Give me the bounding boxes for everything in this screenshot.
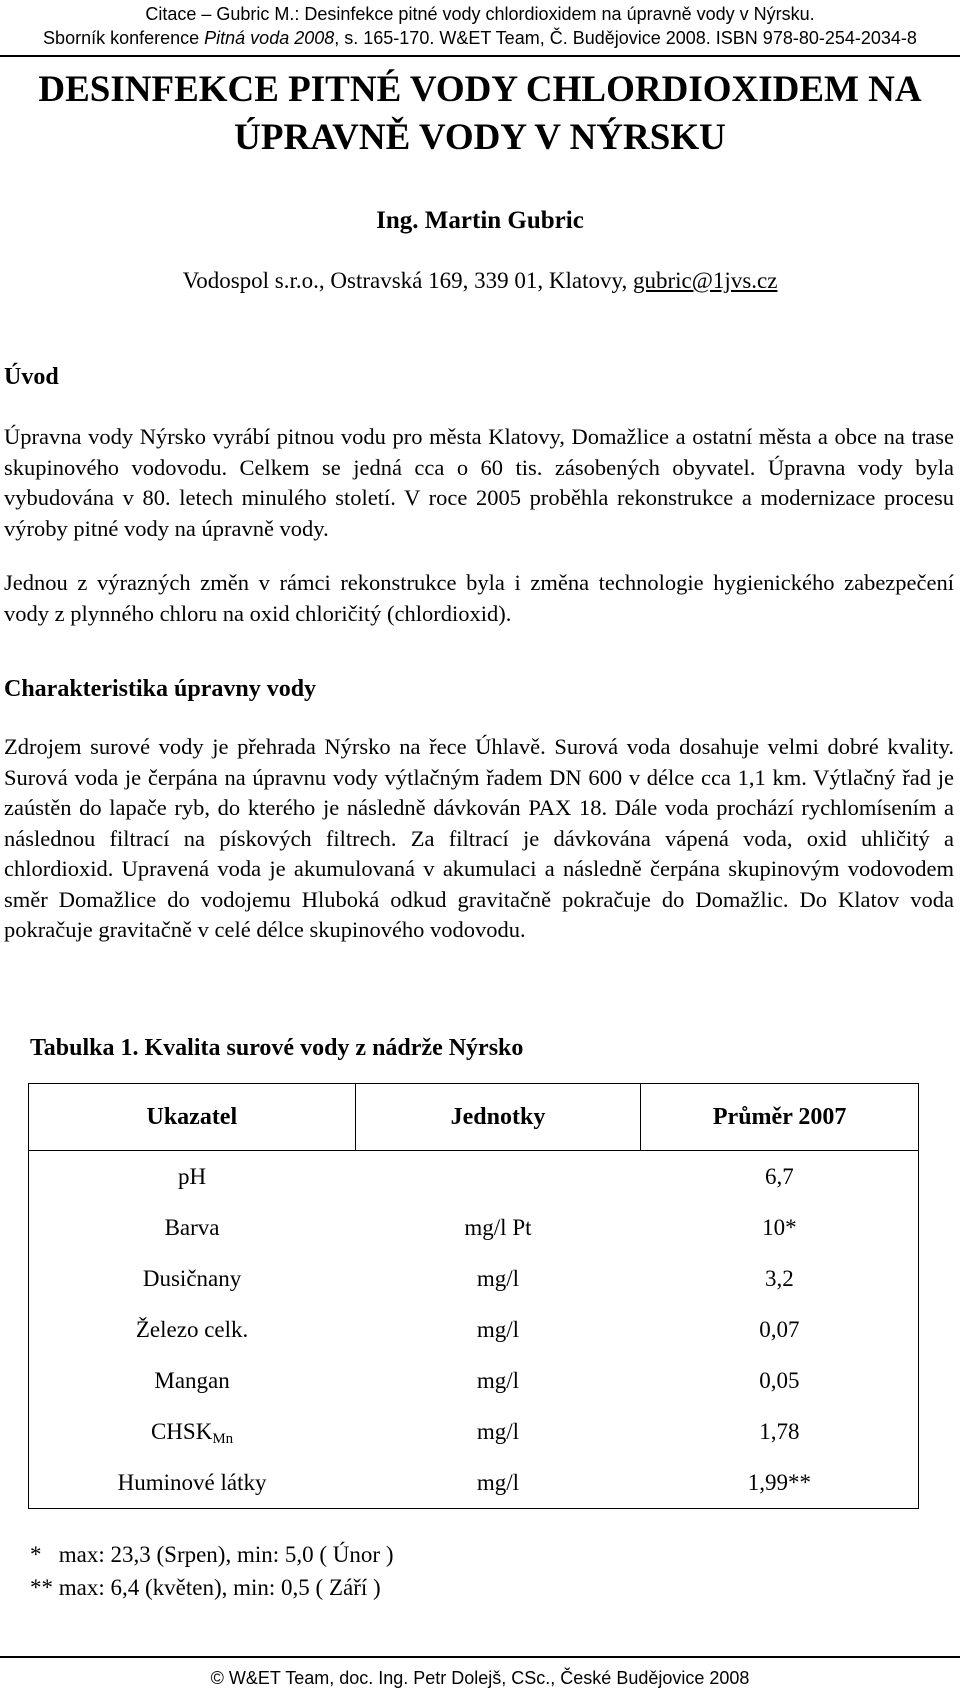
table-row [29,1406,919,1457]
table-header-row [29,1084,919,1151]
cell-unit: mg/l [476,1418,520,1444]
cell-value: 0,05 [641,1355,919,1406]
cell-parameter [29,1406,356,1457]
intro-paragraph-2: Jednou z výrazných změn v rámci rekonstrukce byla i změna technologie hygienického zabezpečení vody z plynného chloru na oxid chloričitý (chlordioxid). [4,570,954,626]
footer-divider [0,1656,960,1658]
parameter-name: Železo celk. [135,1316,249,1342]
author-name: Ing. Martin Gubric [376,207,584,234]
paper-title [0,66,960,162]
intro-paragraph-1: Úpravna vody Nýrsko vyrábí pitnou vodu pro města Klatovy, Domažlice a ostatní města a obce na trase skupinového vodovodu. Celkem se jedná cca o 60 tis. zásobených obyvatel. Úpravna vody byla vybudována v 80. letech minulého století. V roce 2005 proběhla rekonstrukce a modernizace procesu výroby pitné vody na úpravně vody. [4,424,954,541]
parameter-name: Dusičnany [142,1265,242,1291]
citation-suffix: , s. 165-170. W&ET Team, Č. Budějovice 2008. ISBN 978-80-254-2034-8 [334,28,917,48]
citation-line-2 [0,26,960,50]
characteristics-paragraph: Zdrojem surové vody je přehrada Nýrsko na řece Úhlavě. Surová voda dosahuje velmi dobré kvality. Surová voda je čerpána na úpravnu vody výtlačným řadem DN 600 v délce cca 1,1 km. Výtlačný řad je zaústěn do lapače ryb, do kterého je následně dávkován PAX 18. Dále voda prochází rychlomísením a následnou filtrací na pískových filtrech. Za filtrací je dávkována vápená voda, oxid uhličitý a chlordioxid. Upravená voda je akumulovaná v akumulaci a následně čerpána skupinovým vodovodem směr Domažlice do vodojemu Hluboká odkud gravitačně pokračuje do Domažlic. Do Klatov voda pokračuje gravitačně v celé délce skupinového vodovodu. [4,734,954,942]
header-average-2007: Průměr 2007 [641,1084,919,1151]
cell-parameter [29,1355,356,1406]
parameter-name: pH [178,1163,207,1189]
parameter-name: Mangan [154,1367,230,1393]
cell-parameter [29,1253,356,1304]
cell-value: 1,99** [641,1457,919,1509]
affiliation-text: Vodospol s.r.o., Ostravská 169, 339 01, Klatovy, [182,268,633,293]
table-row [29,1151,919,1203]
cell-unit: mg/l [355,1457,641,1509]
table-caption: Tabulka 1. Kvalita surové vody z nádrže Nýrsko [30,1035,524,1061]
water-quality-table [28,1083,919,1509]
citation-header [0,2,960,50]
table-row [29,1202,919,1253]
parameter-name: Huminové látky [117,1469,267,1495]
table-row [29,1457,919,1509]
section-heading-intro: Úvod [4,364,59,390]
cell-unit: mg/l [476,1265,520,1291]
cell-unit: mg/l [476,1367,520,1393]
title-line-1: DESINFEKCE PITNÉ VODY CHLORDIOXIDEM NA [38,69,922,110]
parameter-subscript: Mn [212,1430,234,1447]
header-parameter: Ukazatel [29,1084,356,1151]
cell-parameter [29,1151,356,1203]
cell-parameter [29,1304,356,1355]
cell-value: 0,07 [641,1304,919,1355]
footnote-2: ** max: 6,4 (květen), min: 0,5 ( Září ) [30,1575,381,1600]
cell-value: 10* [641,1202,919,1253]
citation-conference-name: Pitná voda 2008 [204,28,335,48]
cell-value: 1,78 [641,1406,919,1457]
citation-line-1: Citace – Gubric M.: Desinfekce pitné vody chlordioxidem na úpravně vody v Nýrsku. [145,4,815,24]
cell-parameter [29,1202,356,1253]
footnote-1: * max: 23,3 (Srpen), min: 5,0 ( Únor ) [30,1542,394,1567]
author-affiliation [0,266,960,296]
parameter-name: Barva [164,1214,220,1240]
cell-unit: mg/l Pt [464,1214,532,1240]
cell-unit [355,1151,641,1203]
parameter-name: CHSK [150,1418,213,1444]
table-footnotes [30,1538,393,1604]
header-divider [0,55,960,57]
cell-value: 6,7 [641,1151,919,1203]
table-row [29,1253,919,1304]
cell-unit: mg/l [476,1316,520,1342]
table-row [29,1355,919,1406]
table-row [29,1304,919,1355]
cell-value: 3,2 [641,1253,919,1304]
author-email-link[interactable]: gubric@1jvs.cz [632,268,778,293]
header-units: Jednotky [355,1084,641,1151]
page-footer: © W&ET Team, doc. Ing. Petr Dolejš, CSc., České Budějovice 2008 [210,1668,750,1688]
section-heading-characteristics: Charakteristika úpravny vody [4,676,317,702]
cell-parameter [29,1457,356,1509]
citation-prefix: Sborník konference [43,28,205,48]
title-line-2: ÚPRAVNĚ VODY V NÝRSKU [234,117,726,158]
